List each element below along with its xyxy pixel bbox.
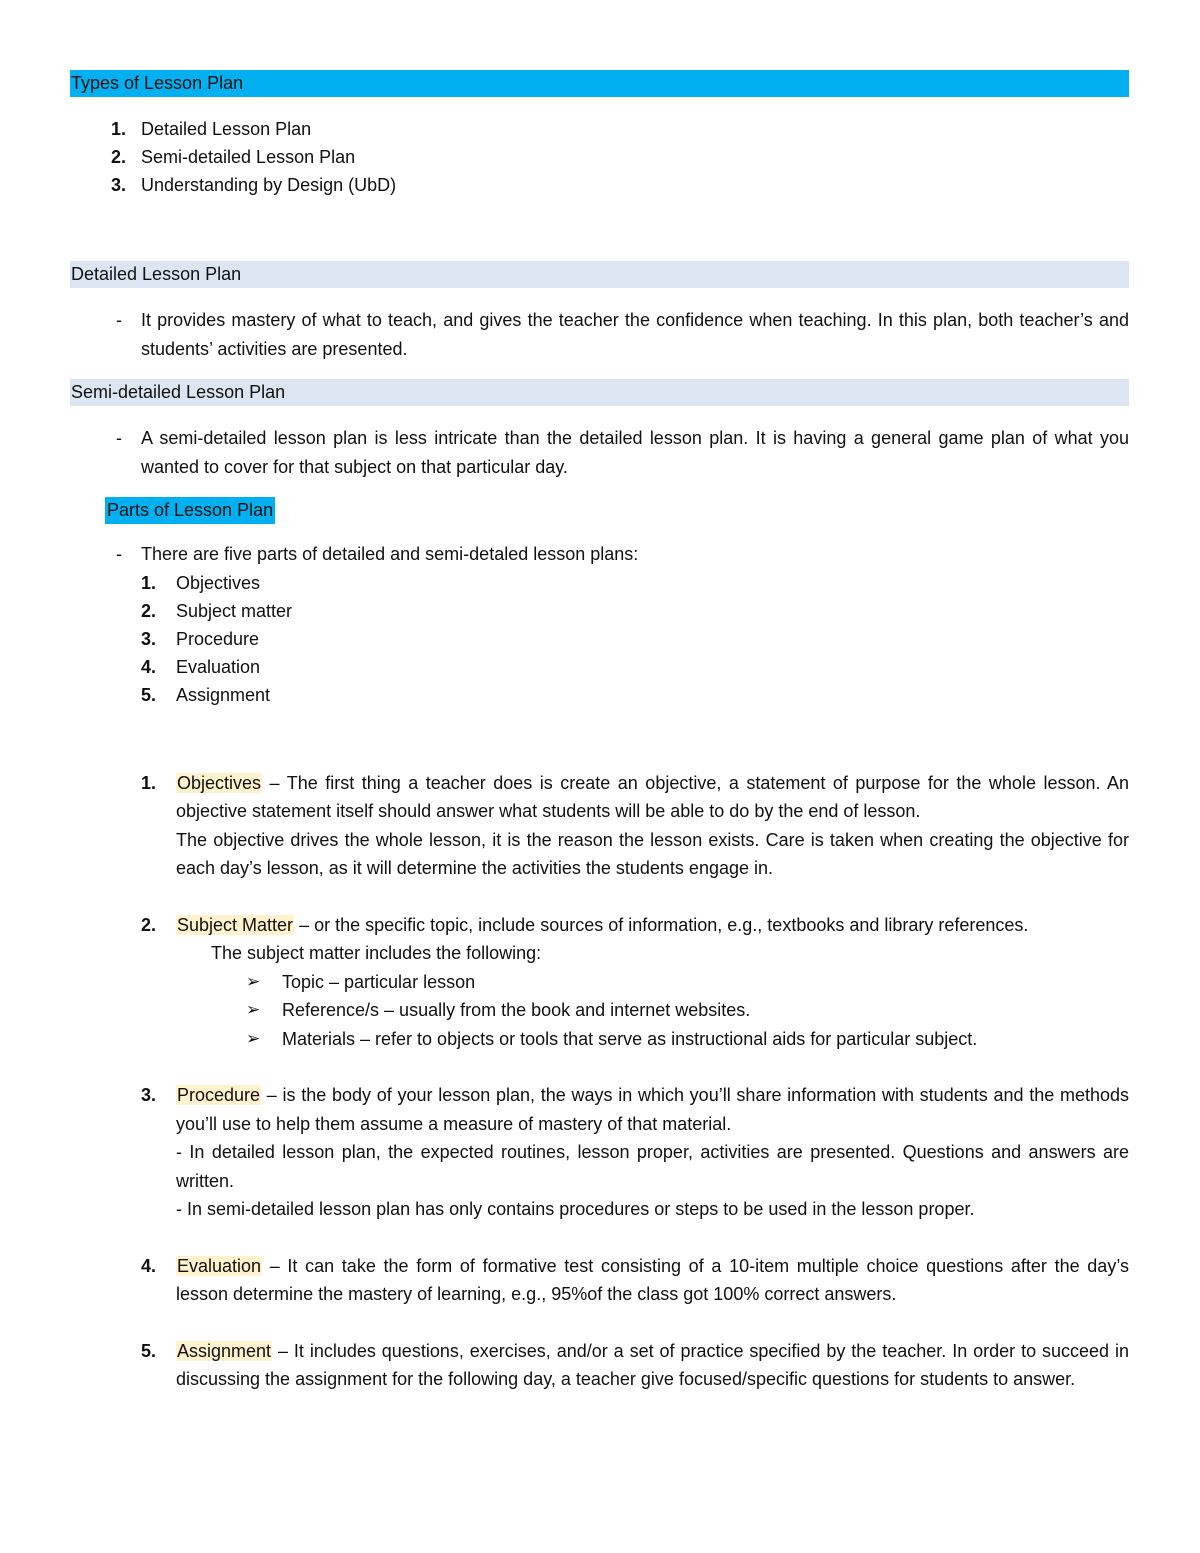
detailed-description: - It provides mastery of what to teach, and gives the teacher the confidence when teaching. In this plan, both teacher’s and students’ activities are presented. — [116, 310, 1129, 359]
objectives-term: Objectives — [177, 772, 262, 793]
procedure-term: Procedure — [177, 1085, 261, 1105]
objectives-paragraph-2: The objective drives the whole lesson, it is the reason the lesson exists. Care is taken when creating the objective for each day’s lesson, as it will determine the activities the students engage in. — [176, 829, 1129, 878]
subject-matter-term: Subject Matter — [177, 914, 294, 935]
subject-matter-intro: The subject matter includes the following: — [211, 943, 542, 963]
document-page — [70, 70, 1129, 1394]
list-item: 3. Procedure — [141, 628, 260, 649]
assignment-section: 5. Assignment – It includes questions, exercises, and/or a set of practice specified by the teacher. In order to succeed in discussing the assignment for the following day, a teacher give focused/specific questions for students to answer. — [141, 1340, 1129, 1389]
types-heading: Types of Lesson Plan — [70, 70, 1129, 97]
list-item: 2. Semi-detailed Lesson Plan — [111, 147, 356, 167]
list-item: 1. Objectives — [141, 572, 261, 593]
semi-heading: Semi-detailed Lesson Plan — [70, 379, 1129, 406]
procedure-detailed-note: - In detailed lesson plan, the expected routines, lesson proper, activities are presented. Questions and answers are written. — [176, 1142, 1129, 1191]
list-item: 3. Understanding by Design (UbD) — [111, 175, 397, 195]
list-item: 1. Detailed Lesson Plan — [111, 119, 312, 139]
arrow-bullet-icon: ➢ — [246, 971, 261, 991]
list-item: 4. Evaluation — [141, 656, 261, 677]
list-item: ➢ Materials – refer to objects or tools that serve as instructional aids for particular subject. — [70, 1025, 1129, 1054]
parts-list — [70, 569, 1129, 709]
parts-heading: Parts of Lesson Plan — [105, 497, 275, 524]
list-item: ➢ Topic – particular lesson — [70, 968, 1129, 997]
semi-description: - A semi-detailed lesson plan is less intricate than the detailed lesson plan. It is having a general game plan of what you wanted to cover for that subject on that particular day. — [116, 428, 1129, 477]
detailed-heading: Detailed Lesson Plan — [70, 261, 1129, 288]
arrow-bullet-icon: ➢ — [246, 1000, 261, 1019]
subject-matter-section: 2. Subject Matter – or the specific topic, include sources of information, e.g., textbooks and library references. — [141, 914, 1029, 935]
procedure-section: 3. Procedure – is the body of your lesson plan, the ways in which you’ll share information with students and the methods you’ll use to help them assume a measure of mastery of that material. — [141, 1085, 1129, 1134]
arrow-bullet-icon: ➢ — [246, 1028, 261, 1048]
procedure-semi-note: - In semi-detailed lesson plan has only contains procedures or steps to be used in the lesson proper. — [176, 1199, 975, 1219]
objectives-section: 1. Objectives – The first thing a teacher does is create an objective, a statement of purpose for the whole lesson. An objective statement itself should answer what students will be able to do by the end of lesson. — [141, 772, 1129, 821]
list-item: ➢ Reference/s – usually from the book and internet websites. — [70, 996, 1129, 1025]
list-item: 2. Subject matter — [141, 600, 293, 621]
types-list — [70, 115, 1129, 199]
list-item: 5. Assignment — [141, 684, 271, 705]
evaluation-section: 4. Evaluation – It can take the form of formative test consisting of a 10-item multiple choice questions after the day’s lesson determine the mastery of learning, e.g., 95%of the class got 100% correct answers. — [141, 1255, 1129, 1304]
parts-intro: - There are five parts of detailed and semi-detaled lesson plans: — [116, 544, 639, 564]
assignment-term: Assignment — [177, 1340, 272, 1361]
subject-matter-list — [70, 968, 1129, 1054]
evaluation-term: Evaluation — [177, 1255, 262, 1276]
parts-heading-row — [70, 497, 1129, 524]
